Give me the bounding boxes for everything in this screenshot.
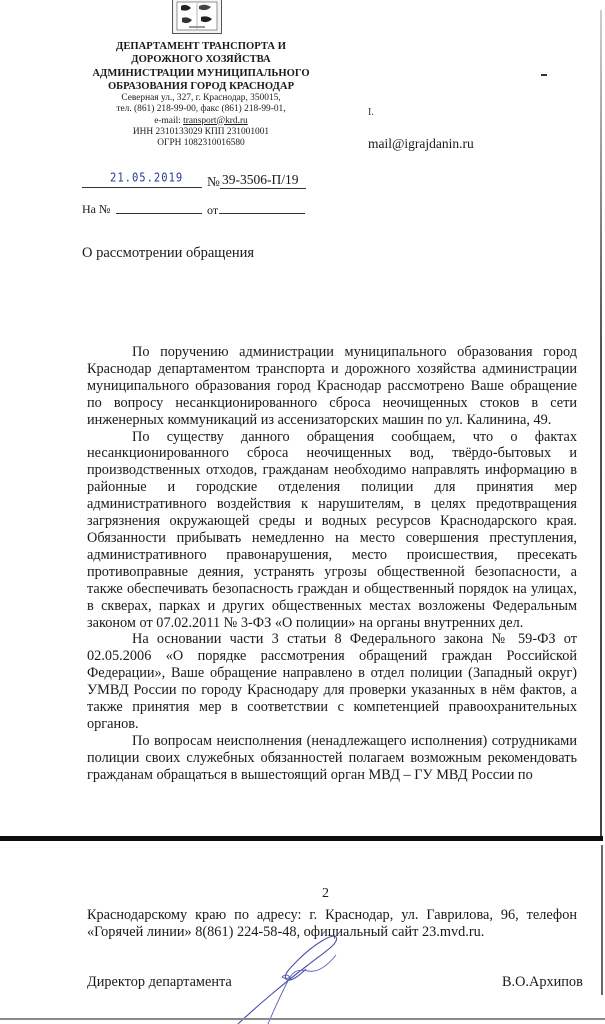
letterhead-phone-fax: тел. (861) 218-99-00, факс (861) 218-99-01, [116, 104, 286, 115]
subject-line: О рассмотрении обращения [82, 245, 255, 261]
signer-title: Директор департамента [87, 974, 232, 990]
date-stamp: 21.05.2019 [110, 171, 184, 185]
letterhead [82, 40, 320, 149]
letterhead-email-line [82, 116, 320, 127]
scan-mark [541, 74, 547, 76]
reference-from-label: от [207, 203, 219, 217]
letterhead-email-link[interactable]: transport@krd.ru [183, 115, 248, 126]
paragraph: По существу данного обращения сообщаем, что о фактах несанкционированного сброса неочищенных вод, твёрдо-бытовых и производственных отходов, гражданам необходимо направлять информацию в районные и городские отделения полиции для принятия мер административного воздействия к нарушителям, в целях предотвращения загрязнения окружающей среды и водных ресурсов Краснодарского края. Обязанности прибывать немедленно на место совершения преступления, административного правонарушения, место происшествия, пресекать противоправные деяния, устранять угрозы общественной безопасности, а также обеспечивать безопасность граждан и общественный порядок на улицах, в скверах, парках и других общественных местах возложены Федеральным законом от 07.02.2011 № 3-ФЗ «О полиции» на органы внутренних дел. [87, 428, 577, 631]
letterhead-inn-kpp: ИНН 2310133029 КПП 231001001 [132, 126, 270, 137]
letterhead-org-line: ДОРОЖНОГО ХОЗЯЙСТВА [131, 54, 271, 66]
coat-of-arms-icon [172, 0, 222, 34]
paragraph: По поручению администрации муниципального образования город Краснодар департаментом транспорта и дорожного хозяйства администрации муниципального образования город Краснодар рассмотрено Ваше обращение по вопросу несанкционированного сброса неочищенных стоков в сети инженерных коммуникаций из ассенизаторских машин по ул. Калинина, 49. [87, 344, 577, 428]
page-edge [0, 1018, 605, 1020]
letterhead-org-line: АДМИНИСТРАЦИИ МУНИЦИПАЛЬНОГО [92, 67, 310, 79]
page-separator [0, 836, 603, 841]
letterhead-email-prefix: e-mail: [154, 115, 184, 126]
paragraph: По вопросам неисполнения (ненадлежащего исполнения) сотрудниками полиции своих служебных обязанностей полагаем возможным рекомендовать гражданам обращаться в вышестоящий орган МВД – ГУ МВД России по [87, 732, 577, 783]
letterhead-org-line: ДЕПАРТАМЕНТ ТРАНСПОРТА И [116, 41, 286, 52]
signature-icon [228, 935, 343, 1024]
registration-number: 39-3506-П/19 [220, 172, 306, 189]
registration-date-field [82, 172, 202, 188]
recipient-email: mail@igrajdanin.ru [368, 136, 474, 151]
page-edge [600, 10, 602, 836]
page-number: 2 [322, 886, 329, 901]
paragraph: На основании части 3 статьи 8 Федерального закона № 59-ФЗ от 02.05.2006 «О порядке рассмотрения обращений граждан Российской Федерации», Ваше обращение направлено в отдел полиции (Западный округ) УМВД России по городу Краснодару для проверки указанных в нём фактов, а также принятия мер в соответствии с компетенцией правоохранительных органов. [87, 631, 577, 732]
reference-date-blank [219, 213, 305, 214]
signer-name: В.О.Архипов [502, 974, 583, 990]
letter-body [87, 344, 577, 784]
letterhead-ogrn: ОГРН 1082310016580 [157, 138, 245, 148]
reference-number-blank [116, 213, 202, 214]
page-edge [601, 845, 603, 995]
recipient-mark: I. [368, 107, 374, 118]
registration-number-label: № [207, 174, 220, 189]
letterhead-org-line: ОБРАЗОВАНИЯ ГОРОД КРАСНОДАР [107, 80, 295, 92]
reference-label: На № [82, 202, 111, 216]
continuation-paragraph: Краснодарскому краю по адресу: г. Краснодар, ул. Гаврилова, 96, телефон «Горячей линии» 8(861) 224-58-48, официальный сайт 23.mvd.ru. [87, 907, 577, 940]
letterhead-address: Северная ул., 327, г. Краснодар, 350015, [121, 93, 281, 104]
